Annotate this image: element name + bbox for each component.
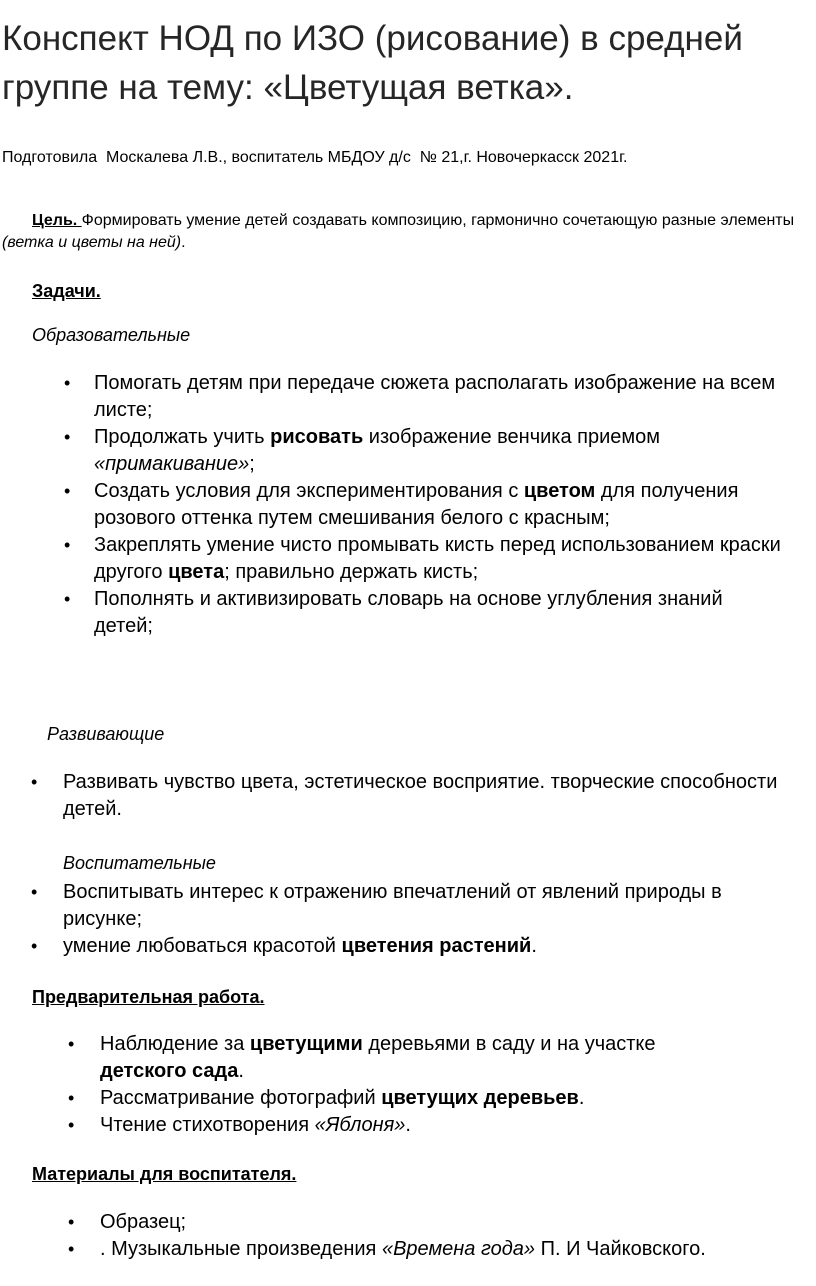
author-line: Подготовила Москалева Л.В., воспитатель МБДОУ д/с № 21,г. Новочеркасск 2021г. [2,149,628,166]
bullet-icon: • [31,882,38,902]
list-item: • Образец; [100,1209,816,1236]
preliminary-list [68,1031,700,1139]
bullet-icon: • [68,1034,75,1054]
educational-heading: Образовательные [32,325,191,345]
list-item: • Закреплять умение чисто промывать кисть перед использованием краски другого цвета; правильно держать кисть; [64,534,781,583]
bullet-icon: • [64,427,71,447]
developing-list [31,769,783,823]
list-item: • Рассматривание фотографий цветущих деревьев. [100,1085,700,1112]
list-item: • Воспитывать интерес к отражению впечатлений от явлений природы в рисунке; [31,881,722,930]
list-item: • Чтение стихотворения «Яблоня». [100,1112,700,1139]
bullet-icon: • [64,373,71,393]
list-item: • Пополнять и активизировать словарь на основе углубления знаний детей; [64,588,723,637]
list-item: • Наблюдение за цветущими деревьями в саду и на участке детского сада. [68,1033,656,1082]
document-title: Конспект НОД по ИЗО (рисование) в средней группе на тему: «Цветущая ветка». [2,19,743,107]
list-item: • Развивать чувство цвета, эстетическое восприятие. творческие способности детей. [31,771,778,820]
preliminary-heading: Предварительная работа. [32,987,265,1007]
bullet-icon: • [64,535,71,555]
bullet-icon: • [31,936,38,956]
list-item: • Создать условия для экспериментирования с цветом для получения розового оттенка путем смешивания белого с красным; [64,480,739,529]
upbringing-heading: Воспитательные [63,853,216,873]
bullet-icon: • [68,1088,75,1108]
bullet-icon: • [64,481,71,501]
goal-italic: (ветка и цветы на ней) [2,234,182,251]
tasks-heading: Задачи. [32,281,101,301]
educational-list [64,370,814,640]
bullet-icon: • [68,1212,75,1232]
upbringing-list [31,879,753,960]
bullet-icon: • [68,1239,75,1259]
goal-label: Цель. [32,212,82,229]
list-item: • умение любоваться красотой цветения растений. [63,933,753,960]
bullet-icon: • [31,772,38,792]
list-item: • Продолжать учить рисовать изображение венчика приемом «примакивание»; [64,426,661,475]
goal-paragraph: Цель. Формировать умение детей создавать композицию, гармонично сочетающую разные элементы (ветка и цветы на ней). [2,212,799,251]
list-item: • . Музыкальные произведения «Времена года» П. И Чайковского. [100,1236,816,1263]
bullet-icon: • [68,1115,75,1135]
materials-list [68,1209,816,1263]
developing-heading: Развивающие [47,724,165,744]
goal-text: Формировать умение детей создавать композицию, гармонично сочетающую разные элементы [81,212,799,229]
materials-heading: Материалы для воспитателя. [32,1164,297,1184]
list-item: • Помогать детям при передаче сюжета располагать изображение на всем листе; [64,372,776,421]
bullet-icon: • [64,589,71,609]
